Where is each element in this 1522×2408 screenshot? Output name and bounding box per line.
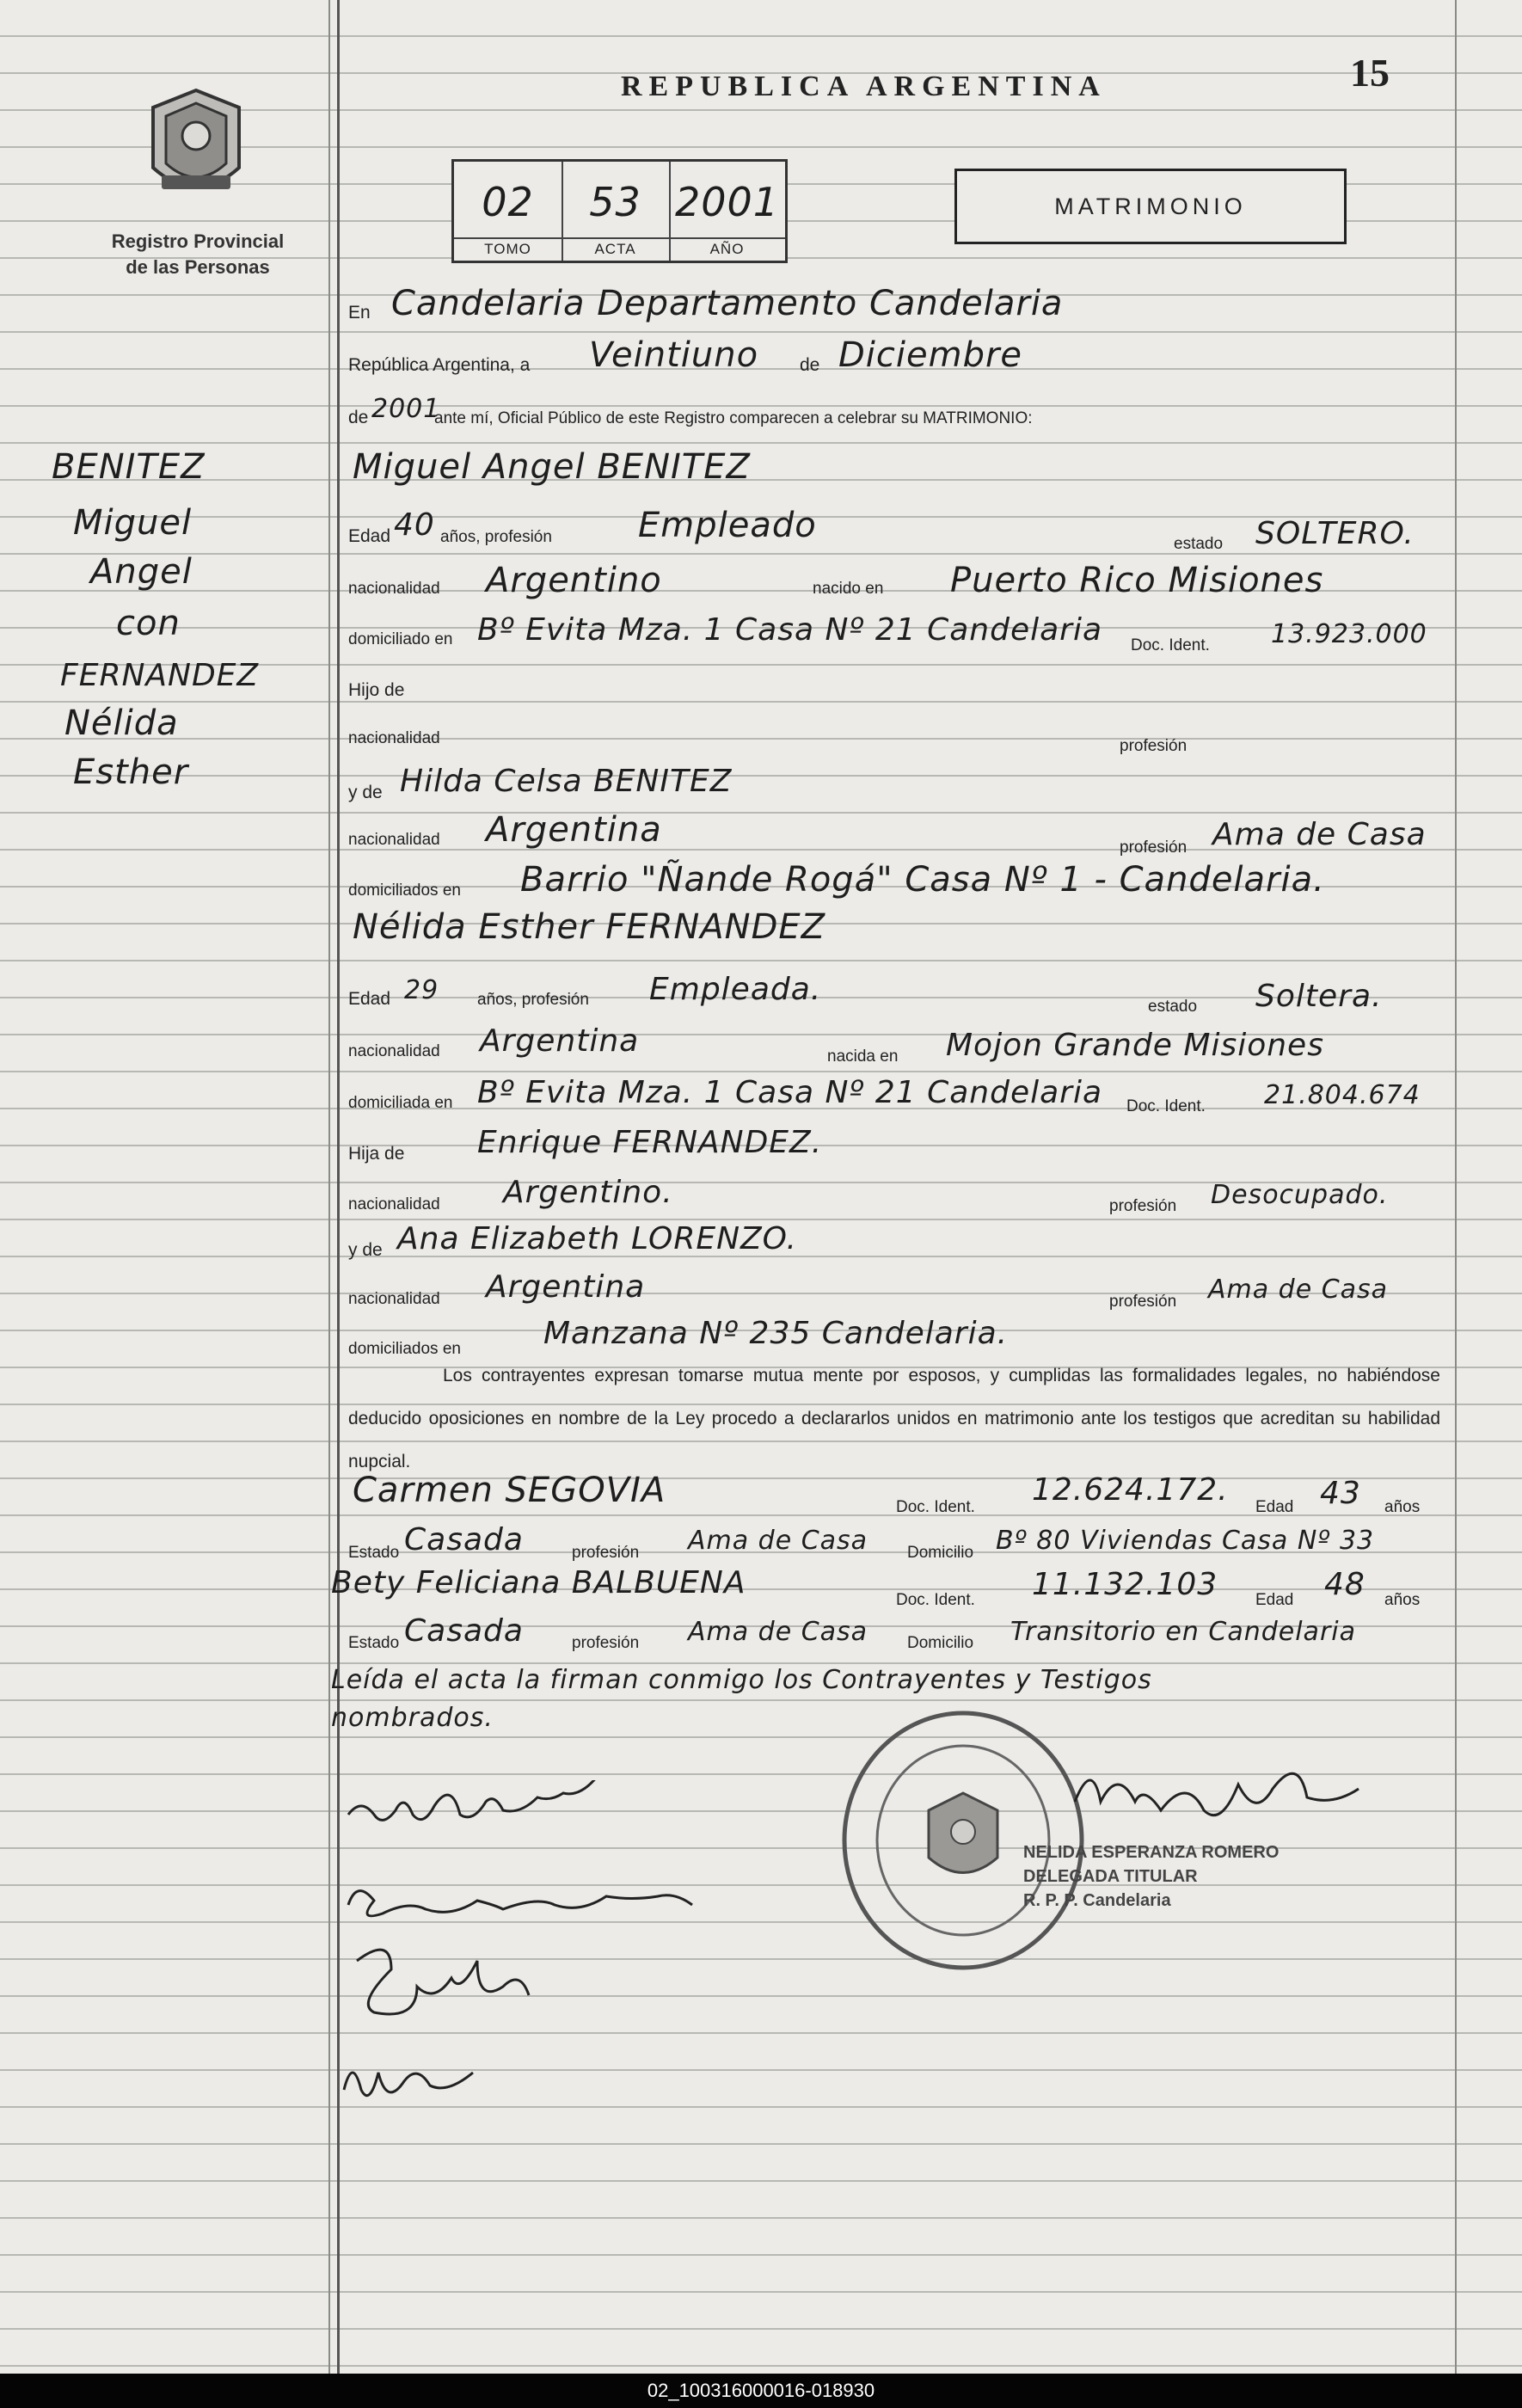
ceremony-month: Diciembre [838,335,1023,375]
label-estado: Estado [348,1634,400,1652]
witness1-marital-status: Casada [404,1522,524,1557]
bride-father: Enrique FERNANDEZ. [477,1125,823,1160]
label-nacionalidad: nacionalidad [348,580,440,598]
groom-address: Bº Evita Mza. 1 Casa Nº 21 Candelaria [477,612,1103,648]
label-profesion: profesión [572,1634,640,1652]
label-y-de: y de [348,1240,383,1260]
scan-id-footer: 02_100316000016-018930 [0,2374,1522,2408]
label-nacionalidad: nacionalidad [348,831,440,849]
groom-nationality: Argentino [486,561,662,600]
witness2-doc: 11.132.103 [1032,1567,1218,1602]
document-type-box: MATRIMONIO [954,169,1347,244]
label-domiciliados-en: domiciliados en [348,1340,461,1358]
bride-address: Bº Evita Mza. 1 Casa Nº 21 Candelaria [477,1075,1103,1110]
tomo-cell: 02 TOMO [454,162,563,261]
label-en: En [348,303,371,322]
witness1-age: 43 [1320,1476,1361,1511]
label-hija-de: Hija de [348,1144,405,1164]
label-hijo-de: Hijo de [348,680,405,700]
ceremony-day: Veintiuno [589,335,759,375]
official-block: NELIDA ESPERANZA ROMERO DELEGADA TITULAR R. P. P. Candelaria [1023,1843,1280,1910]
bride-parents-address: Manzana Nº 235 Candelaria. [543,1316,1009,1351]
document-title: REPUBLICA ARGENTINA [621,71,1107,102]
witness2-profession: Ama de Casa [688,1617,868,1647]
groom-doc: 13.923.000 [1271,619,1427,649]
margin-note-line: con [116,604,181,643]
label-domiciliados-en: domiciliados en [348,882,461,900]
provincial-seal-icon [140,86,252,206]
bride-marital-status: Soltera. [1255,979,1383,1014]
label-republica: República Argentina, a [348,355,531,375]
label-nacionalidad: nacionalidad [348,1042,440,1060]
witness1-name: Carmen SEGOVIA [353,1471,666,1510]
label-nacionalidad: nacionalidad [348,1290,440,1308]
closing-line: Leída el acta la firman conmigo los Contrayentes y Testigos [331,1665,1152,1695]
label-estado: estado [1148,998,1198,1016]
bride-signature [340,1870,701,1931]
label-anios-profesion: años, profesión [477,991,589,1009]
registry-name: Registro Provincial de las Personas [111,230,285,278]
witness1-profession: Ama de Casa [688,1526,868,1556]
witness2-signature [335,2047,490,2116]
margin-note-line: BENITEZ [52,447,206,487]
label-edad: Edad [348,989,391,1009]
witness1-signature [340,1935,598,2030]
label-y-de: y de [348,783,383,802]
bride-birthplace: Mojon Grande Misiones [946,1028,1324,1063]
ceremony-place: Candelaria Departamento Candelaria [391,284,1064,323]
margin-note-line: Angel [90,552,193,592]
bride-father-profession: Desocupado. [1211,1180,1389,1210]
label-de-year: de [348,408,369,427]
closing-line: nombrados. [331,1703,494,1733]
label-profesion: profesión [572,1544,640,1562]
label-estado: estado [1174,535,1224,553]
margin-note-line: Nélida [64,703,179,743]
witness2-address: Transitorio en Candelaria [1010,1617,1356,1647]
witness1-address: Bº 80 Viviendas Casa Nº 33 [996,1526,1375,1556]
bride-age: 29 [404,975,439,1005]
bride-nationality: Argentina [480,1023,640,1059]
declaration-paragraph: Los contrayentes expresan tomarse mutua mente por esposos, y cumplidas las formalidades legales, no habiéndose deducido oposiciones en nombre de la Ley procedo a declararlos unidos en matrimonio ante los testigos que acreditan su habilidad nupcial. [348,1366,1440,1471]
witness2-marital-status: Casada [404,1613,524,1649]
groom-mother-nationality: Argentina [486,810,662,850]
anio-cell: 2001 AÑO [669,162,785,261]
label-nacionalidad: nacionalidad [348,1195,440,1213]
official-signature [1066,1750,1376,1828]
right-margin-line [1455,0,1457,2374]
margin-divider-inner [328,0,330,2374]
acta-cell: 53 ACTA [562,162,671,261]
label-domiciliada-en: domiciliada en [348,1094,453,1112]
label-nacida-en: nacida en [827,1047,899,1066]
label-doc-ident: Doc. Ident. [896,1591,975,1609]
page-number: 15 [1350,51,1390,95]
bride-name: Nélida Esther FERNANDEZ [353,907,826,947]
label-anios: años [1384,1498,1421,1516]
record-reference-box [451,159,788,263]
groom-parents-address: Barrio "Ñande Rogá" Casa Nº 1 - Candelaria. [520,860,1325,900]
witness2-age: 48 [1324,1567,1366,1602]
groom-signature [344,1780,654,1849]
groom-age: 40 [394,507,435,543]
label-domicilio: Domicilio [907,1634,974,1652]
bride-doc: 21.804.674 [1264,1080,1421,1110]
witness2-name: Bety Feliciana BALBUENA [331,1565,746,1600]
label-doc-ident: Doc. Ident. [896,1498,975,1516]
label-edad: Edad [1255,1498,1294,1516]
label-nacido-en: nacido en [813,580,884,598]
label-profesion: profesión [1120,838,1188,857]
groom-mother-profession: Ama de Casa [1212,817,1427,852]
label-nacionalidad: nacionalidad [348,729,440,747]
label-profesion: profesión [1120,737,1188,755]
label-doc-ident: Doc. Ident. [1126,1097,1206,1115]
label-de: de [800,355,820,375]
bride-father-nationality: Argentino. [503,1175,673,1210]
label-edad: Edad [348,526,391,546]
bride-profession: Empleada. [649,972,822,1007]
margin-note-line: FERNANDEZ [60,658,260,693]
label-estado: Estado [348,1544,400,1562]
groom-mother: Hilda Celsa BENITEZ [400,764,733,799]
label-edad: Edad [1255,1591,1294,1609]
groom-marital-status: SOLTERO. [1255,516,1415,551]
label-domiciliado-en: domiciliado en [348,630,453,648]
label-domicilio: Domicilio [907,1544,974,1562]
ceremony-year: 2001 [371,394,441,424]
label-anios: años [1384,1591,1421,1609]
label-anios-profesion: años, profesión [440,528,552,546]
margin-note-line: Esther [73,752,189,792]
bride-mother-nationality: Argentina [486,1269,646,1305]
bride-mother: Ana Elizabeth LORENZO. [397,1221,797,1256]
label-profesion: profesión [1109,1293,1177,1311]
label-doc-ident: Doc. Ident. [1131,636,1210,654]
witness1-doc: 12.624.172. [1032,1472,1229,1508]
groom-birthplace: Puerto Rico Misiones [950,561,1324,600]
ceremony-statement: ante mí, Oficial Público de este Registro comparecen a celebrar su MATRIMONIO: [434,409,1033,427]
label-profesion: profesión [1109,1197,1177,1215]
margin-note-line: Miguel [73,503,193,543]
groom-profession: Empleado [638,506,817,545]
bride-mother-profession: Ama de Casa [1208,1275,1389,1305]
groom-name: Miguel Angel BENITEZ [353,447,751,487]
